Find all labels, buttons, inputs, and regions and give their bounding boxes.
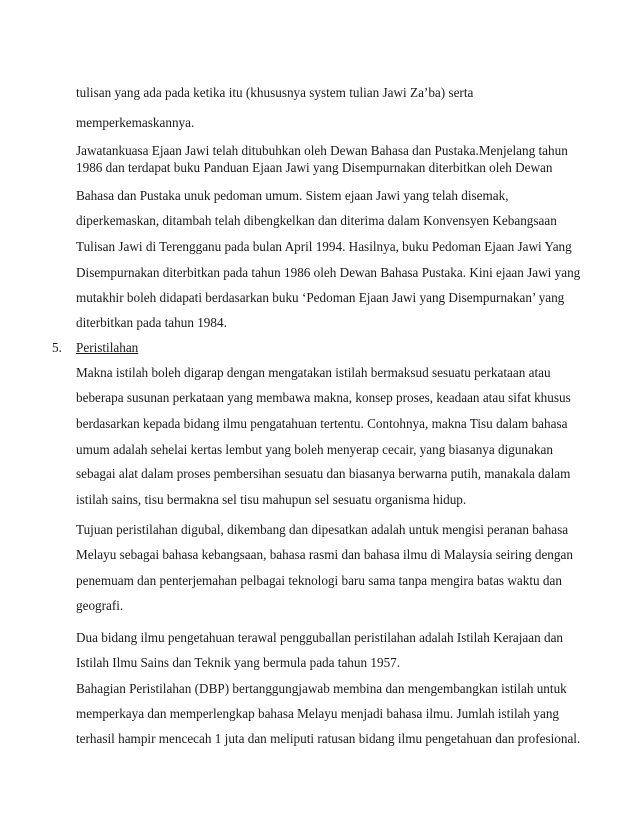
text-line: Jawatankuasa Ejaan Jawi telah ditubuhkan oleh Dewan Bahasa dan Pustaka.Menjelang tahun — [76, 143, 568, 158]
text-line: beberapa susunan perkataan yang membawa makna, konsep proses, keadaan atau sifat khusus — [76, 390, 571, 405]
text-line: Bahagian Peristilahan (DBP) bertanggungjawab membina dan mengembangkan istilah untuk — [76, 681, 567, 696]
section-title: Peristilahan — [76, 340, 139, 355]
text-line: Melayu sebagai bahasa kebangsaan, bahasa rasmi dan bahasa ilmu di Malaysia seiring dengan — [76, 547, 573, 562]
text-line: diterbitkan pada tahun 1984. — [76, 315, 227, 330]
text-line: penemuam dan penterjemahan pelbagai teknologi baru sama tanpa mengira batas waktu dan — [76, 573, 562, 588]
text-line: Disempurnakan diterbitkan pada tahun 1986 oleh Dewan Bahasa Pustaka. Kini ejaan Jawi yang — [76, 265, 581, 280]
text-line: mutakhir boleh didapati berdasarkan buku ‘Pedoman Ejaan Jawi yang Disempurnakan’ yang — [76, 290, 565, 305]
text-line: Istilah Ilmu Sains dan Teknik yang bermula pada tahun 1957. — [76, 655, 401, 670]
text-line: Tulisan Jawi di Terengganu pada bulan April 1994. Hasilnya, buku Pedoman Ejaan Jawi Yang — [76, 239, 572, 254]
text-line: terhasil hampir mencecah 1 juta dan meliputi ratusan bidang ilmu pengetahuan dan profesional. — [76, 731, 581, 746]
section-number: 5. — [52, 340, 62, 355]
text-line: memperkemaskannya. — [76, 115, 195, 130]
text-line: memperkaya dan memperlengkap bahasa Melayu menjadi bahasa ilmu. Jumlah istilah yang — [76, 706, 560, 721]
text-line: 1986 dan terdapat buku Panduan Ejaan Jawi yang Disempurnakan diterbitkan oleh Dewan — [76, 160, 553, 175]
text-line: diperkemaskan, ditambah telah dibengkelkan dan diterima dalam Konvensyen Kebangsaan — [76, 213, 557, 228]
text-line: istilah sains, tisu bermakna sel tisu mahupun sel sesuatu organisma hidup. — [76, 492, 467, 507]
text-line: Dua bidang ilmu pengetahuan terawal pengguballan peristilahan adalah Istilah Kerajaan dan — [76, 630, 564, 645]
text-line: Bahasa dan Pustaka unuk pedoman umum. Sistem ejaan Jawi yang telah disemak, — [76, 188, 509, 203]
text-line: berdasarkan kepada bidang ilmu pengatahuan tertentu. Contohnya, makna Tisu dalam bahasa — [76, 416, 568, 431]
text-line: sebagai alat dalam proses pembersihan sesuatu dan biasanya berwarna putih, manakala dalam — [76, 466, 571, 481]
text-line: Makna istilah boleh digarap dengan mengatakan istilah bermaksud sesuatu perkataan atau — [76, 365, 551, 380]
text-line: Tujuan peristilahan digubal, dikembang dan dipesatkan adalah untuk mengisi peranan bahasa — [76, 522, 569, 537]
text-line: tulisan yang ada pada ketika itu (khususnya system tulian Jawi Za’ba) serta — [76, 85, 474, 100]
text-line: geografi. — [76, 598, 124, 613]
text-line: umum adalah sehelai kertas lembut yang boleh menyerap cecair, yang biasanya digunakan — [76, 442, 553, 457]
